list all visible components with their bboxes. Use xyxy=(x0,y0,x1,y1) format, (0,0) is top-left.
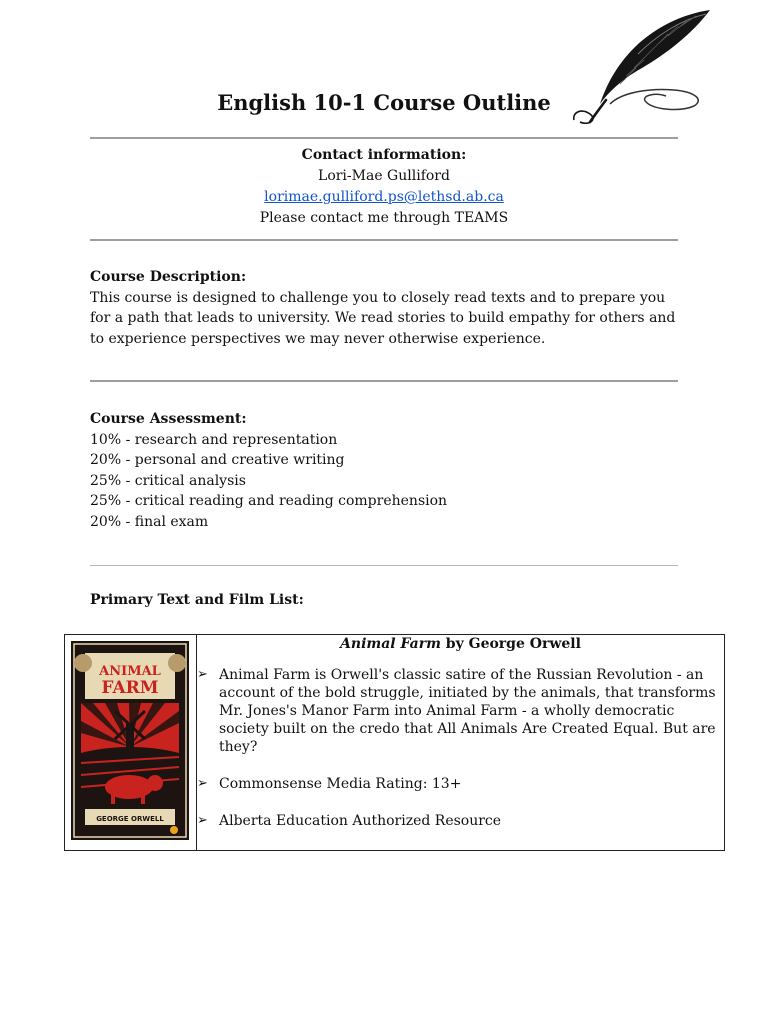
assessment-item: 20% - final exam xyxy=(90,513,209,530)
contact-name: Lori-Mae Gulliford xyxy=(318,168,450,184)
course-description-line: to experience perspectives we may never otherwise experience. xyxy=(90,330,546,347)
assessment-item: 25% - critical analysis xyxy=(90,472,246,489)
book-info-cell xyxy=(197,635,725,851)
course-assessment-section xyxy=(90,409,660,533)
page-title: English 10-1 Course Outline xyxy=(217,90,551,115)
divider xyxy=(90,380,678,382)
course-description-section xyxy=(90,267,676,349)
contact-note: Please contact me through TEAMS xyxy=(259,210,509,226)
book-heading xyxy=(197,636,724,652)
course-description-line: for a path that leads to university. We read stories to build empathy for others and xyxy=(90,310,676,327)
assessment-item: 25% - critical reading and reading comprehension xyxy=(90,493,448,510)
assessment-item: 20% - personal and creative writing xyxy=(90,452,345,469)
list-item: ➢ Animal Farm is Orwell's classic satire of the Russian Revolution - an account of the bold struggle, initiated by the animals, that transforms Mr. Jones's Manor Farm into Animal Farm - a wholly democratic society built on the credo that All Animals Are Created Equal. But are they? xyxy=(197,667,716,755)
text-list-table xyxy=(64,634,725,851)
book-cover-cell xyxy=(65,635,197,851)
book-bullets xyxy=(197,666,724,830)
cover-author: GEORGE ORWELL xyxy=(96,815,164,823)
list-item: ➢ Alberta Education Authorized Resource xyxy=(197,813,502,829)
contact-heading: Contact information: xyxy=(301,147,467,163)
penguin-logo-icon xyxy=(170,826,178,834)
list-item: ➢ Commonsense Media Rating: 13+ xyxy=(197,776,462,792)
divider xyxy=(90,565,678,566)
table-row xyxy=(65,635,725,851)
arrowhead-bullet-icon: ➢ xyxy=(197,667,208,682)
book-author: by George Orwell xyxy=(440,636,581,652)
cover-title-line1: ANIMAL xyxy=(99,664,161,679)
assessment-item: 10% - research and representation xyxy=(90,431,338,448)
divider xyxy=(90,239,678,241)
contact-section xyxy=(90,145,678,229)
course-description-line: This course is designed to challenge you to closely read texts and to prepare you xyxy=(90,289,666,306)
arrowhead-bullet-icon: ➢ xyxy=(197,813,208,828)
course-description-heading: Course Description: xyxy=(90,269,247,285)
book-title: Animal Farm xyxy=(340,636,441,652)
course-assessment-heading: Course Assessment: xyxy=(90,411,247,427)
email-link[interactable]: lorimae.gulliford.ps@lethsd.ab.ca xyxy=(264,189,504,205)
divider xyxy=(90,137,678,139)
book-cover-image xyxy=(71,641,189,840)
text-list-heading: Primary Text and Film List: xyxy=(90,592,304,608)
cover-title-line2: FARM xyxy=(101,678,159,698)
arrowhead-bullet-icon: ➢ xyxy=(197,776,208,791)
quill-feather-icon xyxy=(570,8,714,124)
